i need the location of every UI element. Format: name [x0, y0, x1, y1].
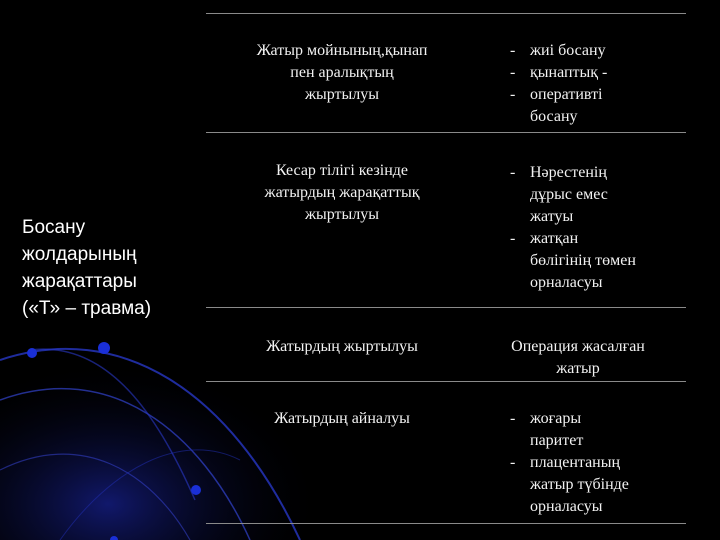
- injury-cell: [212, 336, 472, 358]
- bullet-dash: -: [510, 42, 516, 59]
- cause-cell: [510, 408, 700, 518]
- cause-item: [510, 62, 690, 84]
- cause-item: [510, 452, 700, 518]
- cause-list: [510, 162, 700, 294]
- cause-line: паритет: [530, 432, 584, 449]
- cause-cell: [510, 162, 700, 294]
- cause-cell: [478, 336, 678, 380]
- category-title-line: жолдарының: [22, 244, 137, 265]
- cause-line: бөлігінің төмен: [530, 252, 636, 269]
- cause-line: плацентаның: [530, 454, 621, 471]
- injury-cell: [212, 160, 472, 226]
- injury-line: пен аралықтың: [290, 64, 394, 81]
- cause-line: дұрыс емес: [530, 186, 608, 203]
- cause-list: [510, 40, 690, 128]
- cause-line: жатуы: [530, 208, 574, 225]
- decor-dot: [191, 485, 201, 495]
- cause-line: орналасуы: [530, 498, 603, 515]
- cause-item: [510, 84, 690, 128]
- category-title-line: жарақаттары: [22, 271, 137, 292]
- bullet-dash: -: [510, 164, 516, 181]
- injury-line: Жатырдың жыртылуы: [266, 338, 418, 355]
- table-rule-bottom: [206, 523, 686, 524]
- cause-item: [510, 408, 700, 452]
- decor-dot: [98, 342, 110, 354]
- cause-line: жиі босану: [530, 42, 606, 59]
- injury-line: жыртылуы: [304, 86, 380, 103]
- cause-list: [510, 408, 700, 518]
- injury-line: жыртылуы: [304, 206, 380, 223]
- bullet-dash: -: [510, 64, 516, 81]
- cause-line: босану: [530, 108, 578, 125]
- category-title-line: («Т» – травма): [22, 298, 152, 319]
- cause-line: жоғары: [530, 410, 582, 427]
- injury-line: жатырдың жарақаттық: [264, 184, 420, 201]
- bullet-dash: -: [510, 410, 516, 427]
- category-title-line: Босану: [22, 217, 86, 238]
- injury-line: Кесар тілігі кезінде: [275, 162, 409, 179]
- injury-line: Жатыр мойнының,қынап: [256, 42, 428, 59]
- cause-item: [510, 228, 700, 294]
- cause-cell: [510, 40, 690, 128]
- cause-line: Операция жасалған: [511, 338, 645, 355]
- table-rule-top: [206, 13, 686, 14]
- cause-item: [510, 162, 700, 228]
- decor-dot: [27, 348, 37, 358]
- table-rule: [206, 381, 686, 382]
- cause-line: Нәрестенің: [530, 164, 607, 181]
- table-rule: [206, 132, 686, 133]
- bullet-dash: -: [510, 230, 516, 247]
- cause-item: [510, 40, 690, 62]
- injury-line: Жатырдың айналуы: [274, 410, 410, 427]
- cause-line: орналасуы: [530, 274, 603, 291]
- injury-cell: [212, 40, 472, 106]
- cause-line: оперативті: [530, 86, 603, 103]
- bullet-dash: -: [510, 86, 516, 103]
- cause-line: жатқан: [530, 230, 579, 247]
- table-rule: [206, 307, 686, 308]
- cause-line: жатыр түбінде: [530, 476, 629, 493]
- bullet-dash: -: [510, 454, 516, 471]
- category-title: [22, 214, 212, 322]
- cause-line: қынаптық -: [530, 64, 608, 81]
- injury-cell: [212, 408, 472, 430]
- cause-line: жатыр: [556, 360, 600, 377]
